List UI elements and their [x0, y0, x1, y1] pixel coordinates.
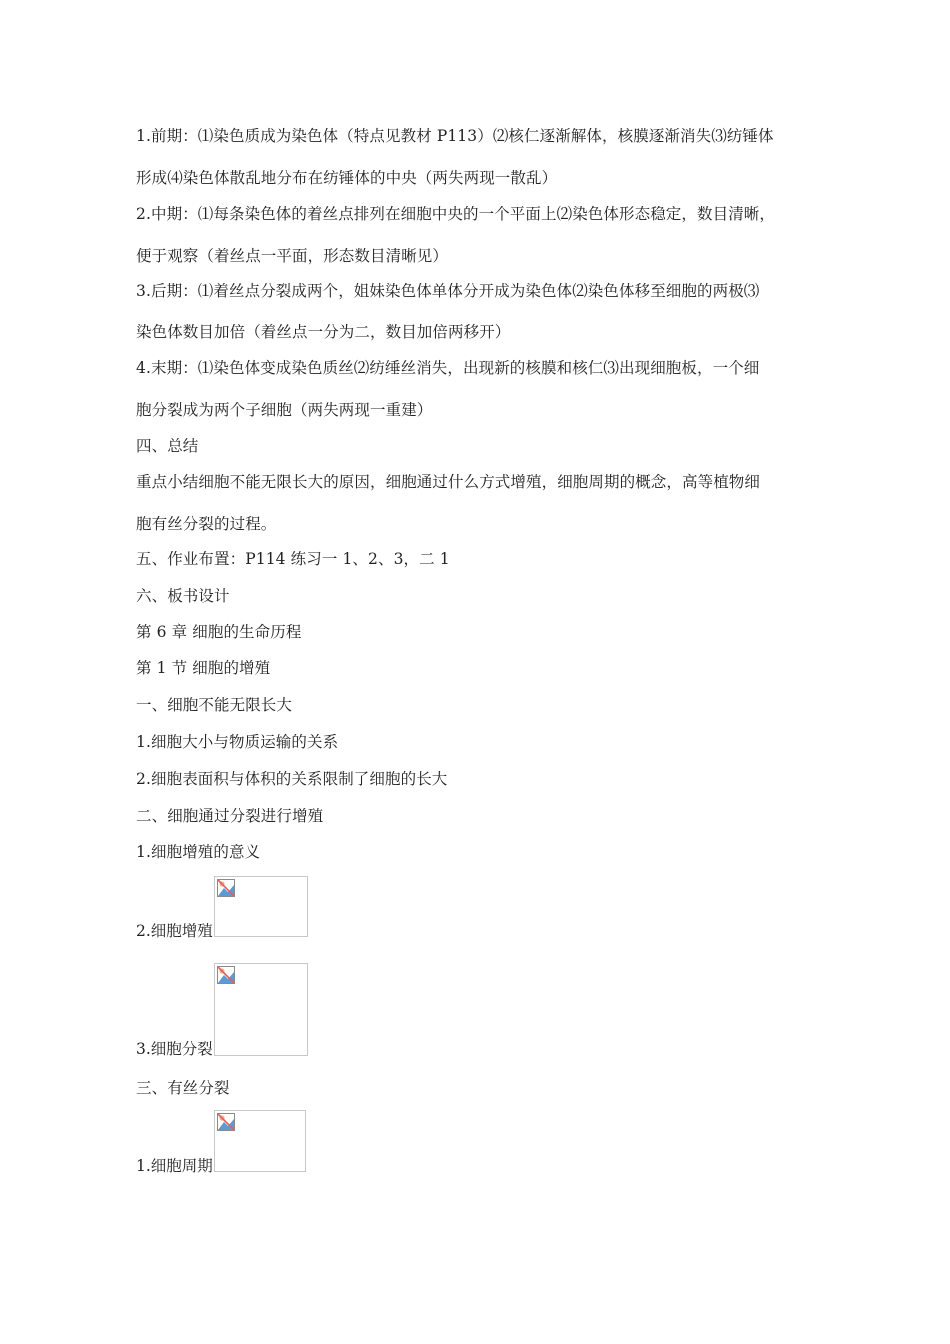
- paragraph-metaphase-line1: 2.中期：⑴每条染色体的着丝点排列在细胞中央的一个平面上⑵染色体形态稳定，数目清晰，: [136, 205, 775, 223]
- chapter-title: 第 6 章 细胞的生命历程: [136, 623, 302, 641]
- outline-subitem-2-3: [136, 963, 536, 1059]
- paragraph-summary-line2: 胞有丝分裂的过程。: [136, 515, 277, 533]
- broken-image-icon: [217, 966, 235, 984]
- outline-item-1: 一、细胞不能无限长大: [136, 696, 293, 714]
- outline-item-2: 二、细胞通过分裂进行增殖: [136, 807, 324, 825]
- outline-subitem-2-3-label: 3.细胞分裂: [136, 1040, 213, 1058]
- outline-subitem-2-2: [136, 876, 536, 941]
- paragraph-telophase-line2: 胞分裂成为两个子细胞（两失两现一重建）: [136, 401, 433, 419]
- heading-summary: 四、总结: [136, 437, 199, 455]
- outline-subitem-3-1-label: 1.细胞周期: [136, 1157, 213, 1175]
- paragraph-anaphase-line2: 染色体数目加倍（着丝点一分为二，数目加倍两移开）: [136, 323, 511, 341]
- paragraph-anaphase-line1: 3.后期：⑴着丝点分裂成两个，姐妹染色体单体分开成为染色体⑵染色体移至细胞的两极⑶: [136, 282, 760, 300]
- paragraph-prophase-line1: 1.前期：⑴染色质成为染色体（特点见教材 P113）⑵核仁逐渐解体，核膜逐渐消失⑶纺锤体: [136, 127, 774, 145]
- broken-image-icon: [217, 879, 235, 897]
- broken-image-icon: [217, 1113, 235, 1131]
- broken-image-placeholder: [214, 1110, 306, 1172]
- paragraph-telophase-line1: 4.末期：⑴染色体变成染色质丝⑵纺缍丝消失，出现新的核膜和核仁⑶出现细胞板，一个细: [136, 359, 760, 377]
- paragraph-prophase-line2: 形成⑷染色体散乱地分布在纺锤体的中央（两失两现一散乱）: [136, 169, 558, 187]
- broken-image-placeholder: [214, 876, 308, 937]
- outline-item-3: 三、有丝分裂: [136, 1079, 230, 1097]
- paragraph-metaphase-line2: 便于观察（着丝点一平面，形态数目清晰见）: [136, 247, 449, 265]
- section-title: 第 1 节 细胞的增殖: [136, 659, 271, 677]
- outline-subitem-1-2: 2.细胞表面积与体积的关系限制了细胞的长大: [136, 770, 448, 788]
- broken-image-placeholder: [214, 963, 308, 1056]
- paragraph-summary-line1: 重点小结细胞不能无限长大的原因，细胞通过什么方式增殖，细胞周期的概念，高等植物细: [136, 473, 761, 491]
- outline-subitem-2-1: 1.细胞增殖的意义: [136, 843, 261, 861]
- outline-subitem-3-1: [136, 1110, 536, 1176]
- heading-homework: 五、作业布置：P114 练习一 1、2、3，二 1: [136, 550, 450, 568]
- outline-subitem-2-2-label: 2.细胞增殖: [136, 922, 213, 940]
- outline-subitem-1-1: 1.细胞大小与物质运输的关系: [136, 733, 339, 751]
- heading-board-design: 六、板书设计: [136, 587, 230, 605]
